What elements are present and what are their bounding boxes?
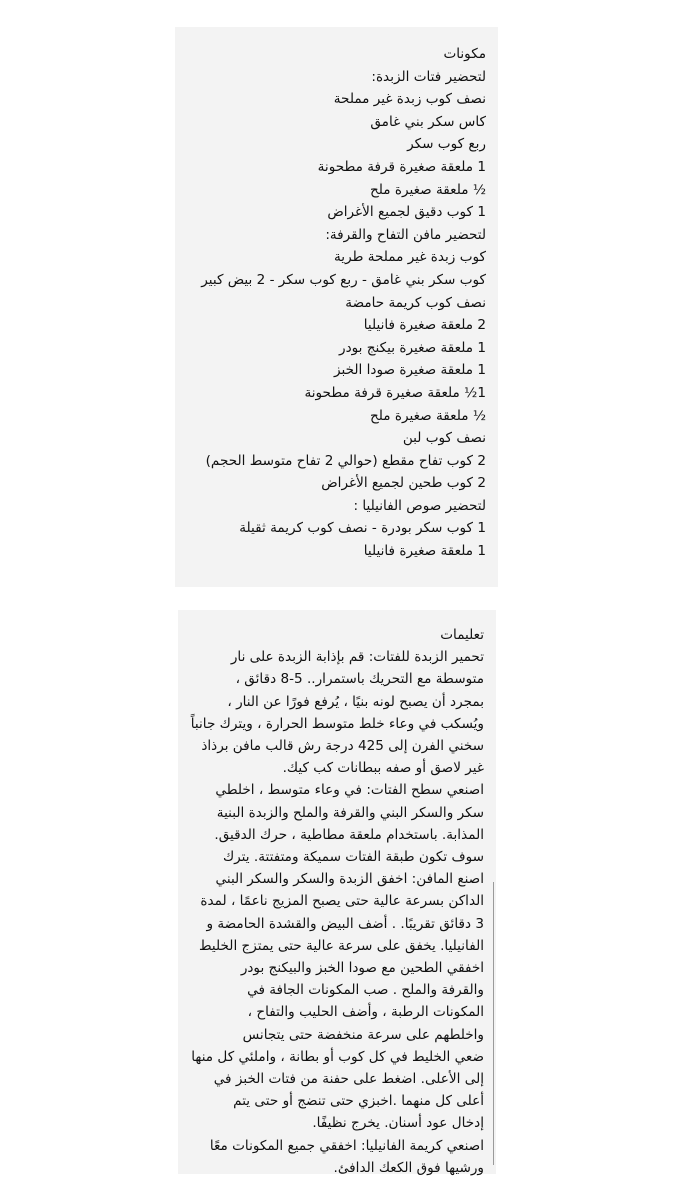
instruction-line: والقرفة والملح . صب المكونات الجافة في (247, 982, 484, 999)
ingredient-line: كوب سكر بني غامق - ربع كوب سكر - 2 بيض كبير (201, 271, 486, 288)
ingredient-line: 1 ملعقة صغيرة قرفة مطحونة (317, 158, 486, 175)
ingredient-line: ½ ملعقة صغيرة ملح (369, 181, 486, 198)
ingredient-line: ½ ملعقة صغيرة ملح (369, 407, 486, 424)
instruction-line: ضعي الخليط في كل كوب أو بطانة ، واملئي كل منها (191, 1048, 484, 1065)
instruction-line: المكونات الرطبة ، وأضف الحليب والتفاح ، (247, 1004, 484, 1021)
instruction-line: اصنعي كريمة الفانيليا: اخفقي جميع المكونات معًا (209, 1137, 484, 1154)
instructions-card (178, 610, 496, 1174)
ingredient-line: كوب زبدة غير مملحة طرية (334, 249, 486, 266)
ingredient-line: نصف كوب زبدة غير مملحة (333, 91, 486, 108)
instruction-line: ورشيها فوق الكعك الدافئ. (333, 1159, 484, 1176)
instruction-line: ويُسكب في وعاء خلط متوسط الحرارة ، ويترك جانباً (190, 715, 484, 732)
instruction-line: إلى الأعلى. اضغط على حفنة من فتات الخبز في (213, 1071, 484, 1088)
instruction-line: سخني الفرن إلى 425 درجة رش قالب مافن برذاذ (201, 738, 484, 755)
ingredient-line: نصف كوب كريمة حامضة (345, 294, 486, 311)
ingredient-line: كاس سكر بني غامق (370, 113, 486, 130)
ingredient-line: 2 كوب طحين لجميع الأغراض (321, 475, 486, 492)
instruction-line: اخفقي الطحين مع صودا الخبز والبيكنج بودر (240, 960, 484, 977)
ingredient-line: 1 كوب دقيق لجميع الأغراض (327, 204, 486, 221)
instruction-line: الفانيليا. يخفق على سرعة عالية حتى يمتزج الخليط (199, 937, 484, 954)
instruction-line: 3 دقائق تقريبًا. . أضف البيض والقشدة الحامضة و (206, 915, 484, 932)
instruction-line: بمجرد أن يصبح لونه بنيًا ، يُرفع فورًا عن النار ، (227, 693, 484, 710)
instructions-list (178, 646, 484, 1179)
instruction-line: متوسطة مع التحريك باستمرار.. 5-8 دقائق ، (235, 671, 484, 688)
instruction-line: الداكن بسرعة عالية حتى يصبح المزيج ناعمًا ، لمدة (200, 893, 484, 910)
ingredient-line: نصف كوب لبن (402, 430, 486, 447)
ingredient-line: ربع كوب سكر (407, 136, 486, 153)
instruction-line: إدخال عود أسنان. يخرج نظيفًا. (312, 1115, 484, 1132)
instruction-line: تحمير الزبدة للفتات: قم بإذابة الزبدة على نار (230, 649, 484, 666)
ingredients-title: مكونات (443, 46, 486, 62)
ingredient-line: لتحضير فتات الزبدة: (371, 68, 486, 85)
ingredient-line: 1 ملعقة صغيرة بيكنج بودر (339, 339, 486, 356)
ingredient-line: 1 ملعقة صغيرة فانيليا (363, 543, 486, 560)
instruction-line: واخلطهم على سرعة منخفضة حتى يتجانس (242, 1026, 484, 1043)
ingredient-line: 1 ملعقة صغيرة صودا الخبز (334, 362, 486, 379)
instruction-line: المذابة. باستخدام ملعقة مطاطية ، حرك الدقيق. (214, 826, 484, 843)
instruction-line: غير لاصق أو صفه ببطانات كب كيك. (282, 760, 484, 777)
ingredients-list (175, 66, 486, 563)
ingredient-line: 1½ ملعقة صغيرة قرفة مطحونة (304, 384, 486, 401)
instruction-line: أعلى كل منهما .اخبزي حتى تنضج أو حتى يتم (233, 1093, 484, 1110)
text-cursor-divider (493, 882, 494, 1165)
instruction-line: اصنعي سطح الفتات: في وعاء متوسط ، اخلطي (215, 782, 484, 799)
ingredient-line: 2 ملعقة صغيرة فانيليا (363, 317, 486, 334)
ingredient-line: لتحضير مافن التفاح والقرفة: (325, 226, 486, 243)
ingredient-line: 2 كوب تفاح مقطع (حوالي 2 تفاح متوسط الحجم) (205, 452, 486, 469)
instruction-line: سكر والسكر البني والقرفة والملح والزبدة البنية (216, 804, 484, 821)
ingredient-line: لتحضير صوص الفانيليا : (353, 497, 486, 514)
instruction-line: اصنع المافن: اخفق الزبدة والسكر والسكر البني (215, 871, 484, 888)
instruction-line: سوف تكون طبقة الفتات سميكة ومتفتتة. يترك (222, 849, 484, 866)
ingredients-card (175, 27, 498, 587)
instructions-title: تعليمات (440, 627, 484, 643)
ingredient-line: 1 كوب سكر بودرة - نصف كوب كريمة ثقيلة (239, 520, 486, 537)
